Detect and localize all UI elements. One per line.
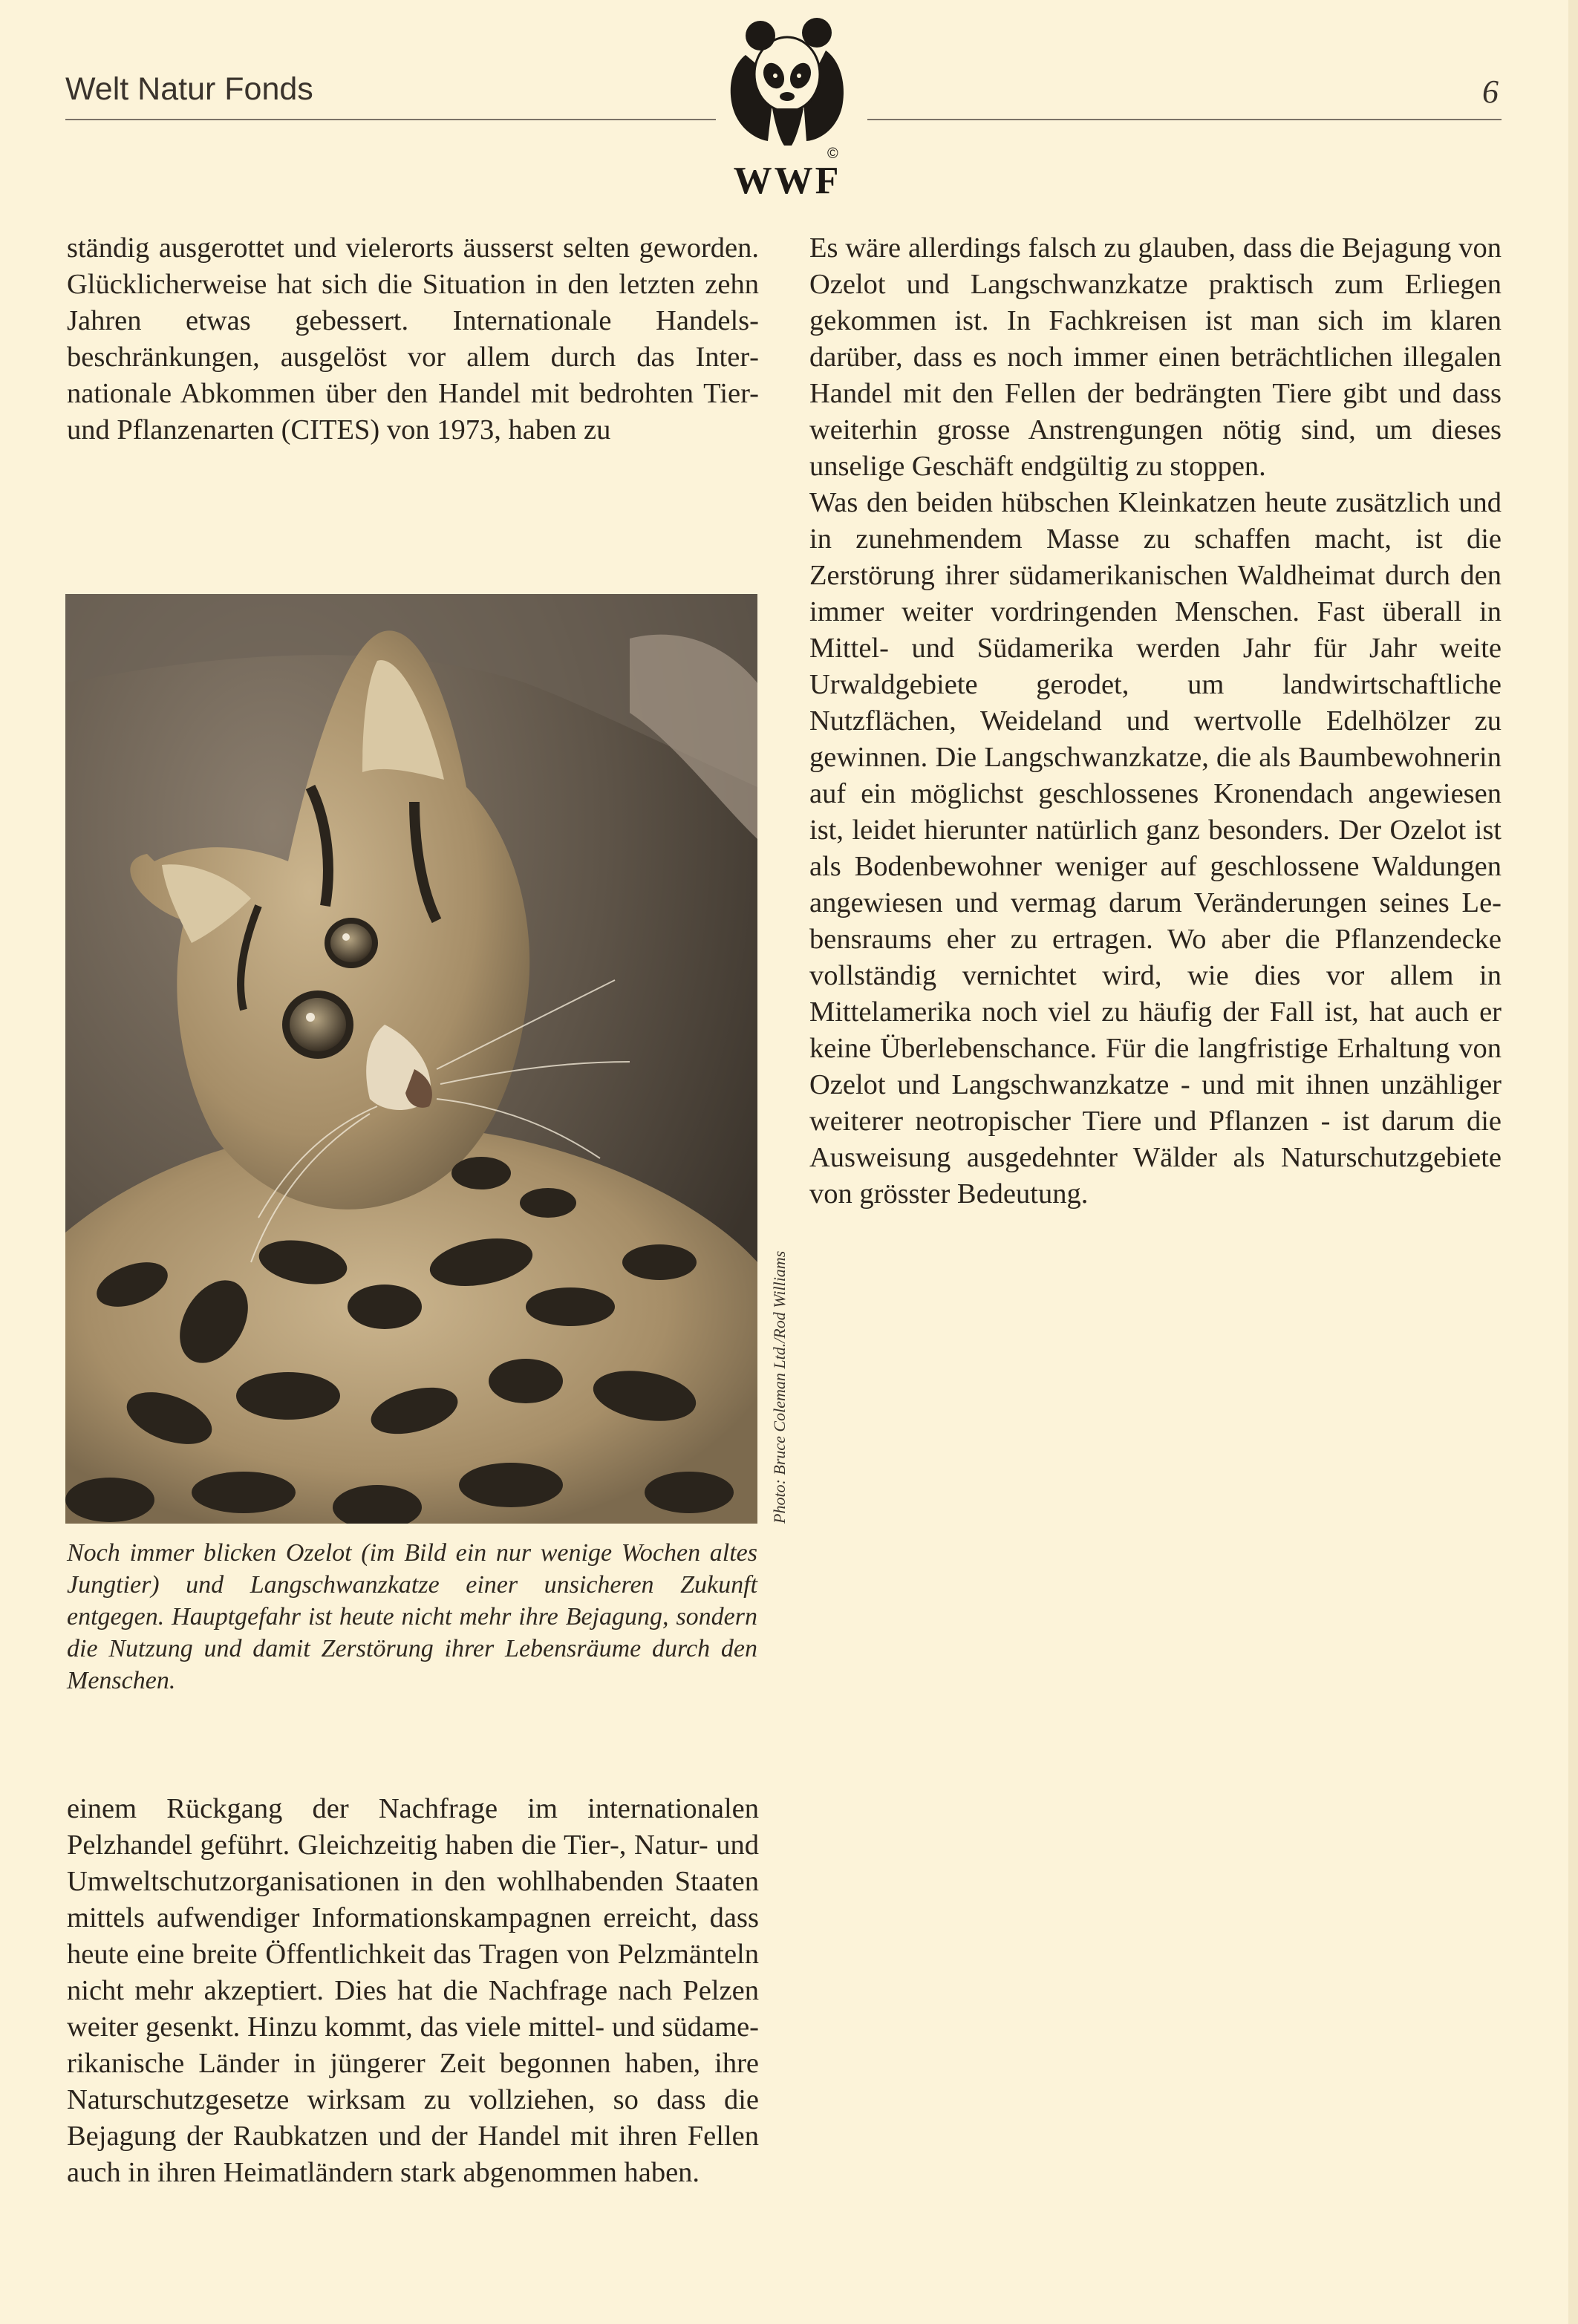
header-organization: Welt Natur Fonds <box>65 71 313 107</box>
logo-text: WWF <box>733 160 841 202</box>
left-bottom-paragraph: einem Rückgang der Nachfrage im internationalen Pelzhandel geführt. Gleichzeitig haben die Tier-, Natur- und Umweltschutzorganisationen in den wohlhabenden Staaten mittels aufwendiger Informationskampagnen erreicht, dass heute eine breite Öffentlichkeit das Tragen von Pelzmänteln nicht mehr akzeptiert. Dies hat die Nachfrage nach Pelzen weiter gesenkt. Hinzu kommt, das viele mittel- und südamerikanische Länder in jüngerer Zeit begonnen haben, ihre Naturschutzgesetze wirksam zu vollziehen, so dass die Bejagung der Raubkatzen und der Handel mit ihren Fellen auch in ihren Heimatländern stark abgenommen haben. <box>67 1793 759 2188</box>
logo-copyright: © <box>827 146 838 162</box>
page-edge <box>1568 0 1578 2324</box>
wwf-logo <box>723 13 857 202</box>
header-rule-right <box>867 119 1502 120</box>
right-column <box>809 230 1502 1212</box>
left-top-paragraph: ständig ausgerottet und vielerorts äusserst selten geworden. Glücklicherweise hat sich die Situation in den letzten zehn Jahren etwas gebessert. Internationale Handelsbeschränkungen, ausgelöst vor allem durch das Internationale Abkommen über den Handel mit bedrohten Tier- und Pflanzenarten (CITES) von 1973, haben zu <box>67 232 759 445</box>
page-number: 6 <box>1482 74 1499 110</box>
ocelot-photo <box>65 594 757 1524</box>
photo-caption: Noch immer blicken Ozelot (im Bild ein nur wenige Wochen altes Jungtier) und Langschwanzkatze einer unsicheren Zukunft entgegen. Hauptgefahr ist heute nicht mehr ihre Bejagung, sondern die Nutzung und damit Zerstörung ihrer Lebensräume durch den Menschen. <box>67 1539 757 1694</box>
header-rule-left <box>65 119 716 120</box>
panda-icon <box>723 13 851 147</box>
photo-credit: Photo: Bruce Coleman Ltd./Rod Williams <box>770 1250 789 1524</box>
left-column-bottom <box>67 1791 759 2191</box>
left-column-top <box>67 230 759 448</box>
right-paragraph-2: Was den beiden hübschen Kleinkatzen heute zusätzlich und in zunehmendem Masse zu schaffen macht, ist die Zerstörung ihrer südamerikanischen Waldheimat durch den immer weiter vordringenden Menschen. Fast überall in Mittel- und Südamerika werden Jahr für Jahr weite Urwaldgebiete gerodet, um landwirtschaftliche Nutzflächen, Weideland und wertvolle Edelhölzer zu gewinnen. Die Langschwanzkatze, die als Baumbewohnerin auf ein möglichst geschlossenes Kronendach angewiesen ist, leidet hierunter natürlich ganz besonders. Der Ozelot ist als Bodenbewohner weniger auf geschlossene Waldungen angewiesen und vermag darum Veränderungen seines Lebensraums eher zu ertragen. Wo aber die Pflanzendecke vollständig vernichtet wird, wie dies vor allem in Mittelamerika noch viel zu häufig der Fall ist, hat auch er keine Überlebenschance. Für die langfristige Erhaltung von Ozelot und Langschwanzkatze - und mit ihnen unzähliger weiterer neotropischer Tiere und Pflanzen - ist darum die Ausweisung ausgedehnter Wälder als Naturschutzgebiete von grösster Bedeutung. <box>809 487 1502 1210</box>
right-paragraph-1: Es wäre allerdings falsch zu glauben, dass die Bejagung von Ozelot und Langschwanzkatze praktisch zum Erliegen gekommen ist. In Fachkreisen ist man sich im klaren darüber, dass es noch immer einen beträchtlichen illegalen Handel mit den Fellen der bedrängten Tiere gibt und dass weiterhin grosse Anstrengungen nötig sind, um dieses unselige Geschäft endgültig zu stoppen. <box>809 232 1502 482</box>
